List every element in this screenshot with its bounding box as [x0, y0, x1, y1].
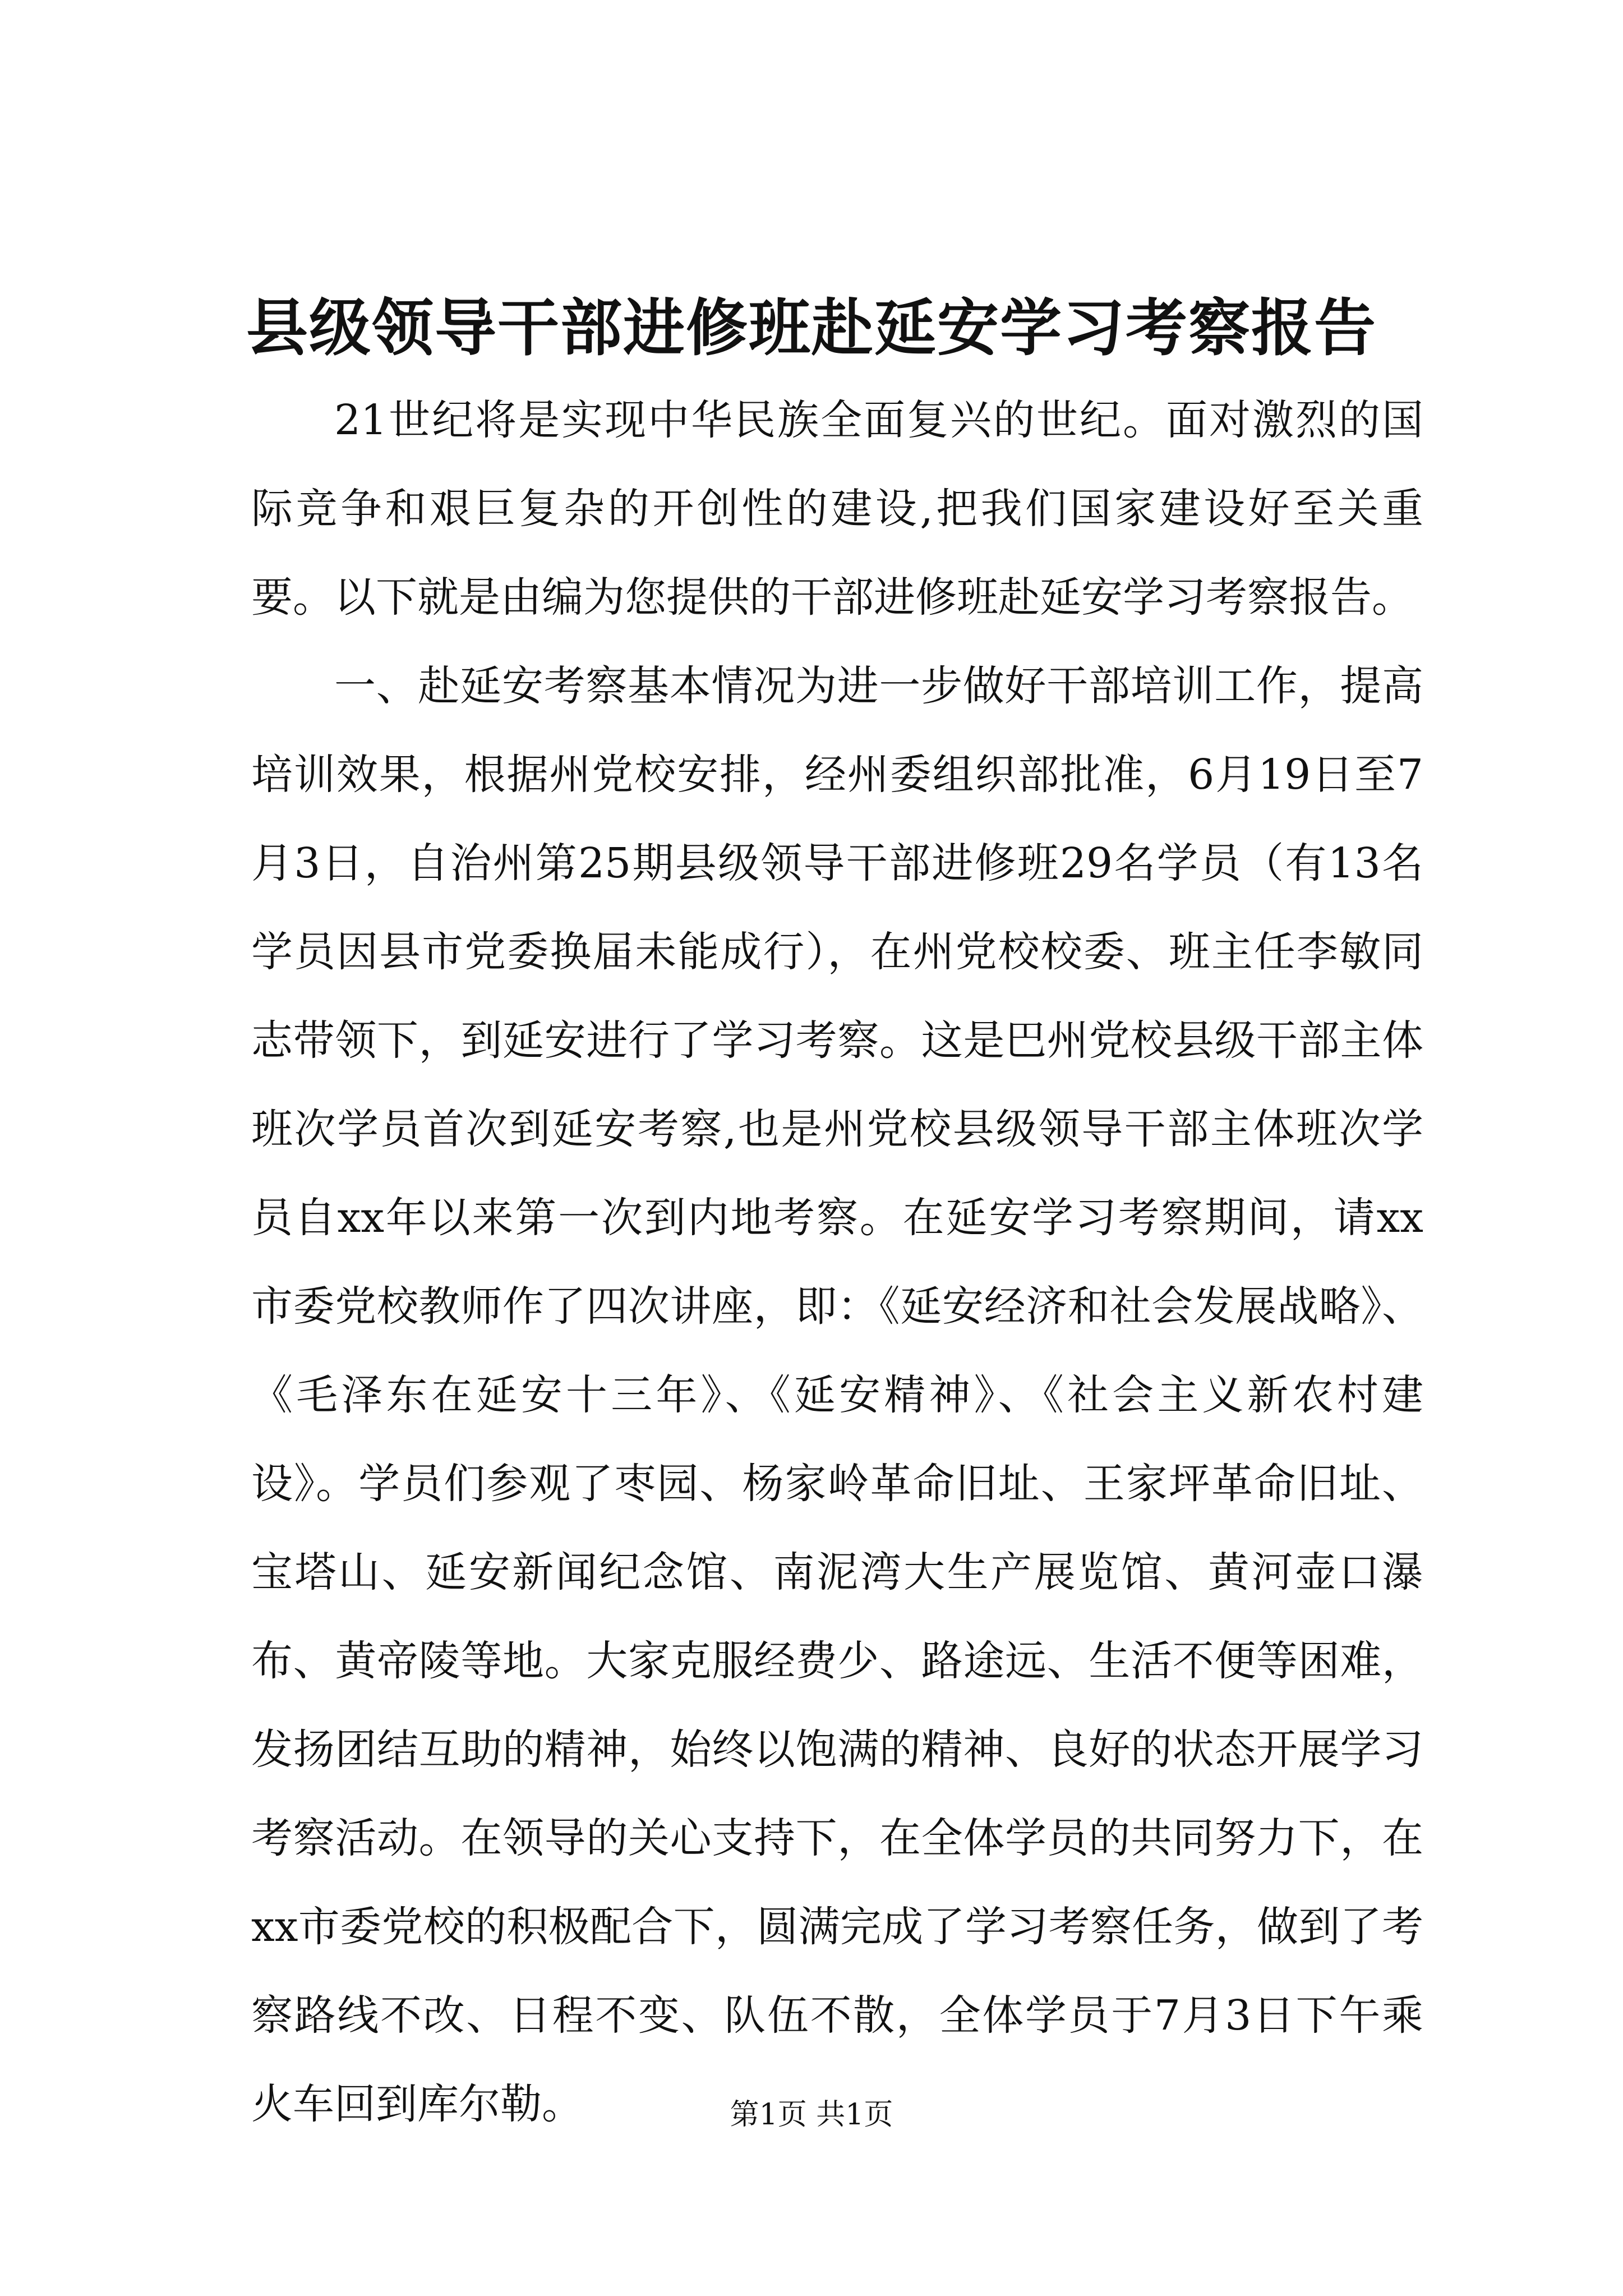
- page-footer: 第1页 共1页: [730, 2098, 893, 2132]
- document-body: [251, 376, 1423, 2148]
- paragraph-section-1: 一、赴延安考察基本情况为进一步做好干部培训工作，提高培训效果，根据州党校安排，经州委组织部批准，6月19日至7月3日，自治州第25期县级领导干部进修班29名学员（有13名学员因县市党委换届未能成行），在州党校校委、班主任李敏同志带领下，到延安进行了学习考察。这是巴州党校县级干部主体班次学员首次到延安考察,也是州党校县级领导干部主体班次学员自xx年以来第一次到内地考察。在延安学习考察期间，请xx市委党校教师作了四次讲座，即：《延安经济和社会发展战略》、《毛泽东在延安十三年》、《延安精神》、《社会主义新农村建设》。学员们参观了枣园、杨家岭革命旧址、王家坪革命旧址、宝塔山、延安新闻纪念馆、南泥湾大生产展览馆、黄河壶口瀑布、黄帝陵等地。大家克服经费少、路途远、生活不便等困难，发扬团结互助的精神，始终以饱满的精神、良好的状态开展学习考察活动。在领导的关心支持下，在全体学员的共同努力下，在xx市委党校的积极配合下，圆满完成了学习考察任务，做到了考察路线不改、日程不变、队伍不散，全体学员于7月3日下午乘火车回到库尔勒。: [251, 662, 1423, 2128]
- document-title: 县级领导干部进修班赴延安学习考察报告: [246, 292, 1377, 364]
- paragraph-intro: 21世纪将是实现中华民族全面复兴的世纪。面对激烈的国际竞争和艰巨复杂的开创性的建设,把我们国家建设好至关重要。以下就是由编为您提供的干部进修班赴延安学习考察报告。: [251, 396, 1423, 622]
